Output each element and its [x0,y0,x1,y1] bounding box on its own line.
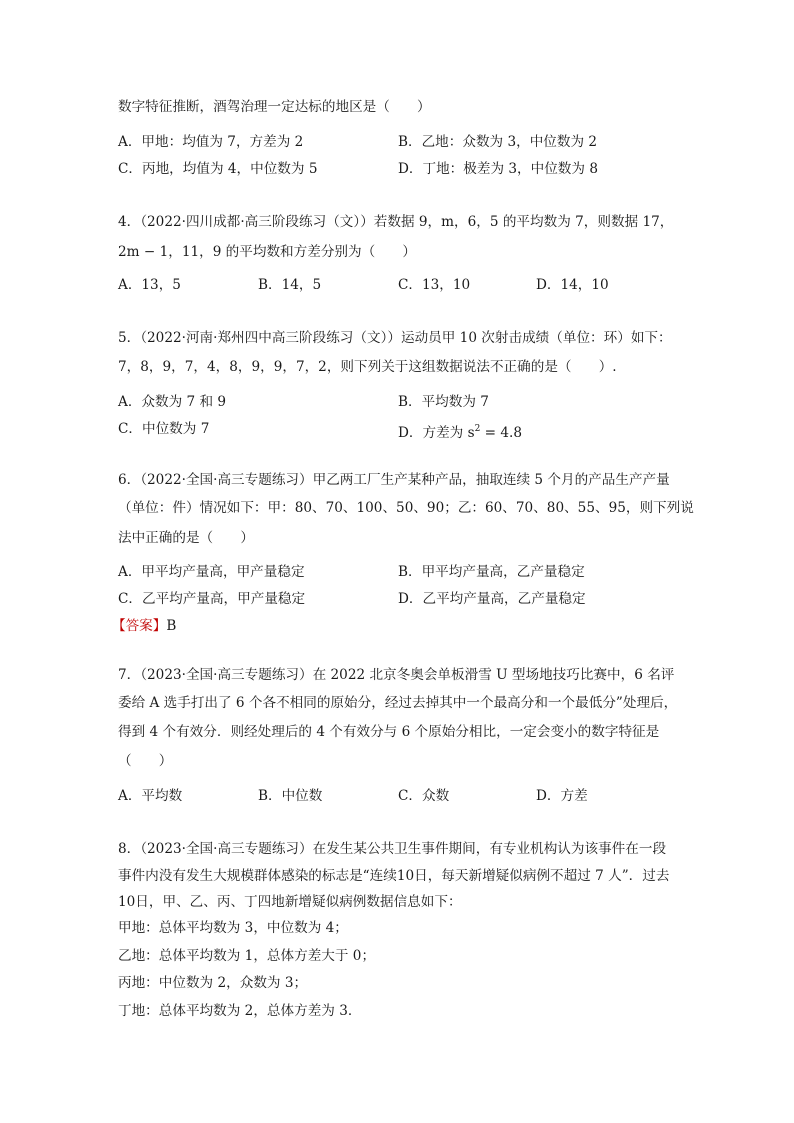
q6-option-a[interactable]: A．甲平均产量高，甲产量稳定 [118,564,305,580]
q7-option-a[interactable]: A．平均数 [118,788,183,804]
q5-option-c[interactable]: C．中位数为 7 [118,421,210,437]
q7-stem-line1: 7．（2023·全国·高三专题练习）在 2022 北京冬奥会单板滑雪 U 型场地技巧比赛中，6 名评 [118,667,675,683]
q5-option-a[interactable]: A．众数为 7 和 9 [118,394,227,410]
q4-stem-line2: 2m − 1，11，9 的平均数和方差分别为（ ） [118,244,416,260]
q4-option-c[interactable]: C．13，10 [398,277,471,293]
q4-option-b[interactable]: B．14，5 [258,277,322,293]
q8-stem-line2: 事件内没有发生大规模群体感染的标志是“连续10日，每天新增疑似病例不超过 7 人”．过去 [118,868,670,884]
q6-answer [112,616,176,636]
q8-info-bing: 丙地：中位数为 2，众数为 3； [118,975,308,991]
q5-stem-line1: 5．（2022·河南·郑州四中高三阶段练习（文））运动员甲 10 次射击成绩（单位：环）如下： [118,330,672,346]
q7-option-d[interactable]: D．方差 [536,788,588,804]
q7-stem-line2: 委给 A 选手打出了 6 个各不相同的原始分，经过去掉其中一个最高分和一个最低分”处理后， [118,695,678,711]
q6-option-d[interactable]: D．乙平均产量高，乙产量稳定 [398,591,586,607]
q5-option-d[interactable] [398,419,522,443]
q7-stem-line3: 得到 4 个有效分．则经处理后的 4 个有效分与 6 个原始分相比，一定会变小的数字特征是 [118,724,660,740]
q8-info-ding: 丁地：总体平均数为 2，总体方差为 3． [118,1003,362,1019]
q6-stem-line3: 法中正确的是（ ） [118,530,254,546]
q3-option-a[interactable]: A．甲地：均值为 7，方差为 2 [118,134,304,150]
q6-stem-line1: 6．（2022·全国·高三专题练习）甲乙两工厂生产某种产品，抽取连续 5 个月的产品生产产量 [118,472,670,488]
q7-stem-line4: （ ） [118,753,173,769]
q5-option-d-suffix: = 4.8 [480,425,522,441]
q6-stem-line2: （单位：件）情况如下：甲：80、70、100、50、90；乙：60、70、80、55、95，则下列说 [118,500,694,516]
q3-stem-tail: 数字特征推断，酒驾治理一定达标的地区是（ ） [118,99,431,115]
q5-option-d-exponent: 2 [474,424,481,434]
answer-label: 【答案】 [112,618,167,634]
q3-option-c[interactable]: C．丙地，均值为 4，中位数为 5 [118,161,318,177]
q4-option-d[interactable]: D．14，10 [536,277,609,293]
q8-info-jia: 甲地：总体平均数为 3，中位数为 4； [118,920,348,936]
q5-option-d-prefix: D．方差为 s [398,425,475,441]
answer-value: B [166,618,177,634]
q6-option-b[interactable]: B．甲平均产量高，乙产量稳定 [398,564,585,580]
q8-info-yi: 乙地：总体平均数为 1，总体方差大于 0； [118,948,376,964]
q6-option-c[interactable]: C．乙平均产量高，甲产量稳定 [118,591,306,607]
q3-option-d[interactable]: D．丁地：极差为 3，中位数为 8 [398,161,598,177]
q3-option-b[interactable]: B．乙地：众数为 3，中位数为 2 [398,134,598,150]
q8-stem-line3: 10日，甲、乙、丙、丁四地新增疑似病例数据信息如下： [118,894,462,910]
q5-option-b[interactable]: B．平均数为 7 [398,394,489,410]
q4-stem-line1: 4．（2022·四川成都·高三阶段练习（文））若数据 9，m，6，5 的平均数为 7，则数据 17， [118,214,674,230]
q4-option-a[interactable]: A．13，5 [118,277,181,293]
q7-option-c[interactable]: C．众数 [398,788,450,804]
q5-stem-line2: 7，8，9，7，4，8，9，9，7，2，则下列关于这组数据说法不正确的是（ ）. [118,359,617,375]
q7-option-b[interactable]: B．中位数 [258,788,323,804]
q8-stem-line1: 8．（2023·全国·高三专题练习）在发生某公共卫生事件期间，有专业机构认为该事件在一段 [118,841,667,857]
